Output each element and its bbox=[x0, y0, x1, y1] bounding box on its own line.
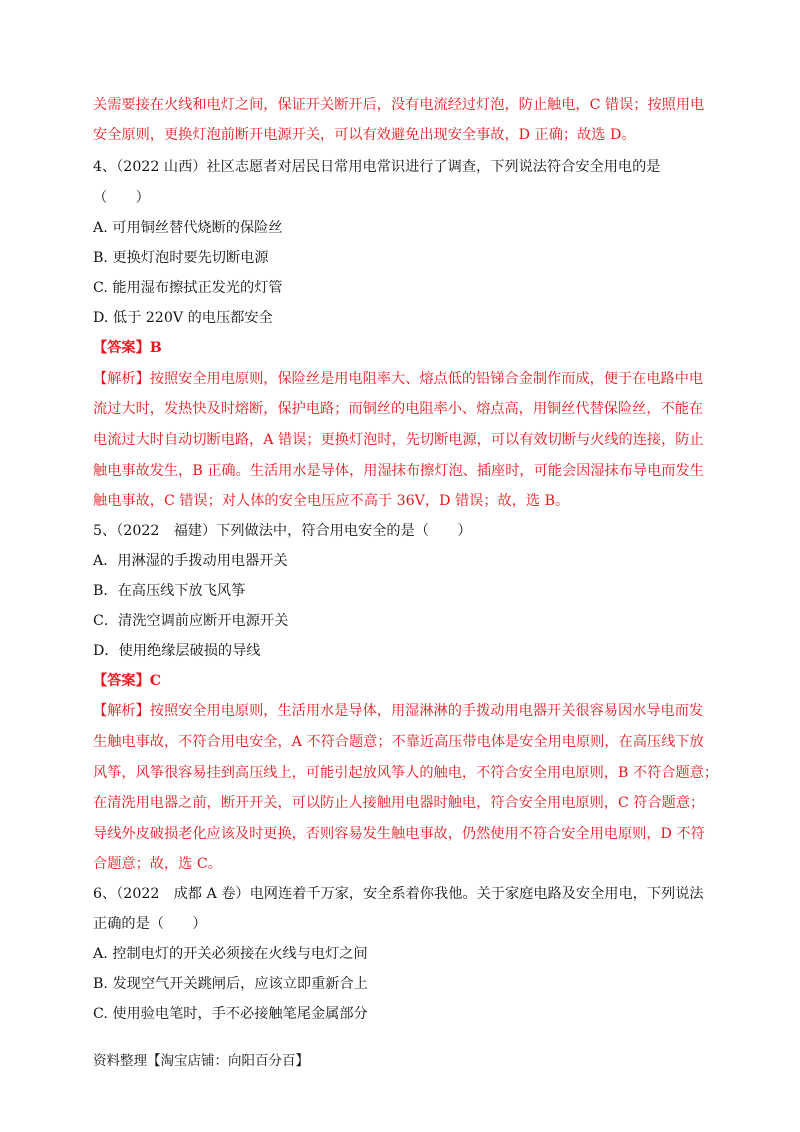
q6-stem-line: 6、（2022 成都 A 卷）电网连着千万家，安全系着你我他。关于家庭电路及安全用电，下列说法 bbox=[93, 886, 704, 902]
q5-explanation-line: 导线外皮破损老化应该及时更换，否则容易发生触电事故，仍然使用不符合安全用电原则，D 不符 bbox=[93, 826, 705, 842]
q6-option-a: A. 控制电灯的开关必须接在火线与电灯之间 bbox=[93, 946, 368, 962]
q5-option-b: B．在高压线下放飞风筝 bbox=[93, 583, 246, 599]
q5-explanation-line: 生触电事故，不符合用电安全，A 不符合题意；不靠近高压带电体是安全用电原则，在高压线下放 bbox=[93, 734, 704, 750]
q4-explanation-line: 触电事故发生，B 正确。生活用水是导体，用湿抹布擦灯泡、插座时，可能会因湿抹布导电而发生 bbox=[93, 463, 704, 479]
q6-option-b: B. 发现空气开关跳闸后，应该立即重新合上 bbox=[93, 976, 368, 992]
q5-explanation-line: 在清洗用电器之前，断开开关，可以防止人接触用电器时触电，符合安全用电原则，C 符合题意； bbox=[93, 795, 705, 811]
page-footer: 资料整理【淘宝店铺：向阳百分百】 bbox=[93, 1053, 309, 1069]
q4-answer: 【答案】B bbox=[93, 340, 162, 356]
q4-stem-line: （ ） bbox=[93, 190, 150, 206]
prev-explanation-line: 安全原则，更换灯泡前断开电源开关，可以有效避免出现安全事故，D 正确；故选 D。 bbox=[93, 127, 636, 143]
q4-option-a: A. 可用铜丝替代烧断的保险丝 bbox=[93, 220, 283, 236]
q4-explanation-line: 【解析】按照安全用电原则，保险丝是用电阻率大、熔点低的铅锑合金制作而成，便于在电路中电 bbox=[93, 371, 704, 387]
q4-explanation-line: 电流过大时自动切断电路，A 错误；更换灯泡时，先切断电源，可以有效切断与火线的连接，防止 bbox=[93, 432, 704, 448]
prev-explanation-line: 关需要接在火线和电灯之间，保证开关断开后，没有电流经过灯泡，防止触电，C 错误；按照用电 bbox=[93, 97, 705, 113]
q6-option-c: C. 使用验电笔时，手不必接触笔尾金属部分 bbox=[93, 1006, 368, 1022]
q4-option-b: B. 更换灯泡时要先切断电源 bbox=[93, 250, 269, 266]
q5-option-d: D．使用绝缘层破损的导线 bbox=[93, 643, 261, 659]
q5-stem-line: 5、（2022 福建）下列做法中，符合用电安全的是（ ） bbox=[93, 523, 472, 539]
q4-explanation-line: 流过大时，发热快及时熔断，保护电路；而铜丝的电阻率小、熔点高，用铜丝代替保险丝，不能在 bbox=[93, 401, 704, 417]
q5-answer: 【答案】C bbox=[93, 673, 162, 689]
q4-explanation-line: 触电事故，C 错误；对人体的安全电压应不高于 36V，D 错误；故，选 B。 bbox=[93, 493, 570, 509]
q4-stem-line: 4、（2022 山西）社区志愿者对居民日常用电常识进行了调查，下列说法符合安全用电的是 bbox=[93, 159, 661, 175]
q5-option-c: C．清洗空调前应断开电源开关 bbox=[93, 613, 289, 629]
q5-explanation-line: 【解析】按照安全用电原则，生活用水是导体，用湿淋淋的手拨动用电器开关很容易因水导电而发 bbox=[93, 703, 704, 719]
q4-option-d: D. 低于 220V 的电压都安全 bbox=[93, 310, 273, 326]
q4-option-c: C. 能用湿布擦拭正发光的灯管 bbox=[93, 280, 283, 296]
q5-explanation-line: 合题意；故，选 C。 bbox=[93, 856, 222, 872]
q5-explanation-line: 风筝，风筝很容易挂到高压线上，可能引起放风筝人的触电，不符合安全用电原则，B 不符合题意； bbox=[93, 765, 719, 781]
q6-stem-line: 正确的是（ ） bbox=[93, 916, 207, 932]
q5-option-a: A．用淋湿的手拨动用电器开关 bbox=[93, 553, 288, 569]
